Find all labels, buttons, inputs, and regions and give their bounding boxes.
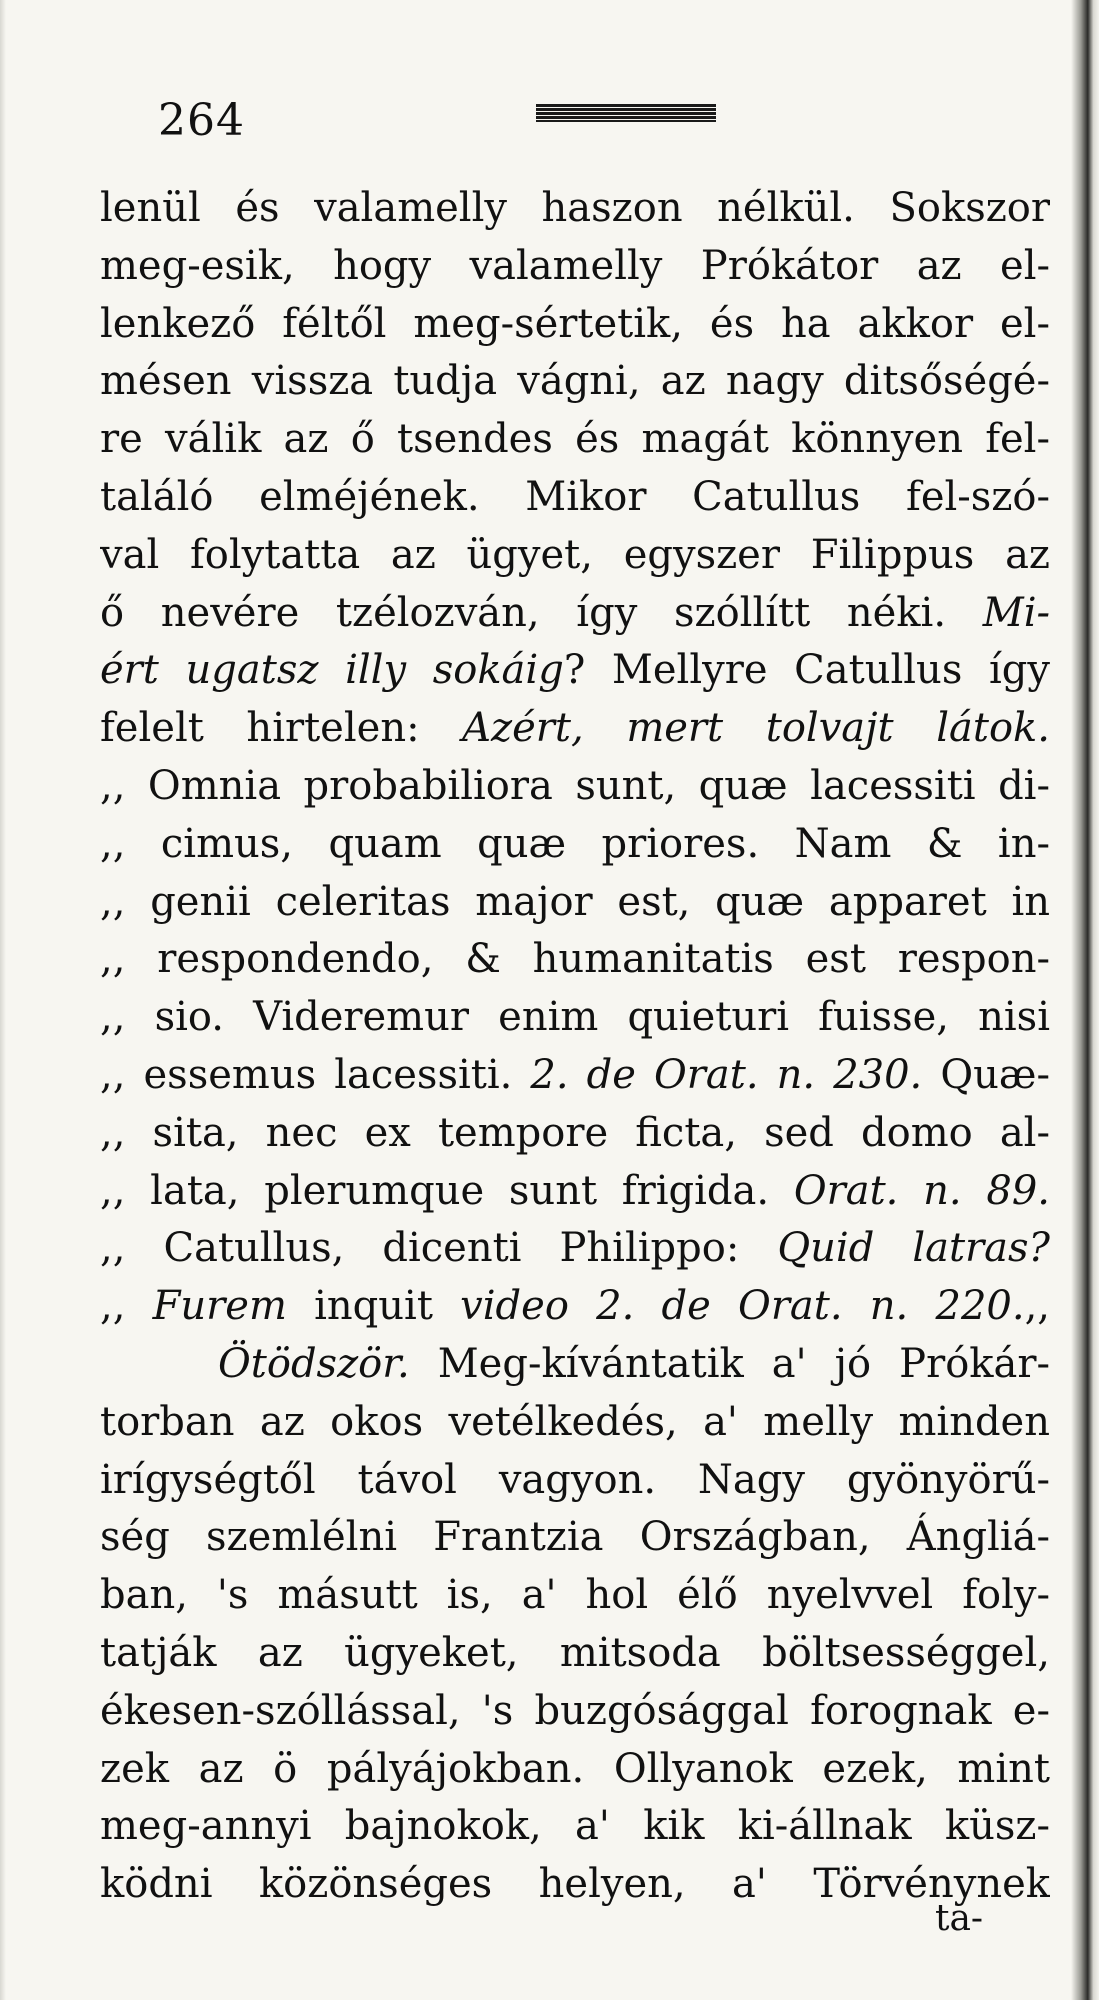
text-segment: torban az okos vetélkedés, a' melly minden [100,1398,1050,1445]
text-segment: meg-esik, hogy valamelly Prókátor az el- [100,242,1050,289]
header-ornament-rule [536,104,716,122]
text-segment: ,, sio. Videremur enim quieturi fuisse, nisi [100,994,1050,1041]
page-number: 264 [158,95,245,146]
text-segment: ,, Catullus, dicenti Philippo: [100,1225,778,1272]
text-segment: ,, sita, nec ex tempore ficta, sed domo al- [100,1109,1050,1156]
text-segment: ,, lata, plerumque sunt frigida. [100,1167,794,1214]
text-segment: ség szemlélni Frantzia Országban, Ángliá- [100,1514,1050,1561]
text-segment: ,, [100,1283,153,1330]
italic-text-segment: Furem [152,1283,287,1330]
text-line [100,816,1050,874]
text-segment: Quæ- [922,1051,1050,1098]
text-segment: felelt hirtelen: [100,705,463,752]
text-line [100,1336,1050,1394]
text-line [100,411,1050,469]
text-line [100,527,1050,585]
text-line [100,700,1050,758]
text-line [100,874,1050,932]
text-segment: ékesen-szóllással, 's buzgósággal forognak e- [100,1687,1050,1734]
text-segment: Meg-kívántatik a' jó Prókár- [409,1340,1050,1387]
text-segment: ,, Omnia probabiliora sunt, quæ lacessiti di- [100,762,1050,809]
italic-text-segment: Ötödször. [218,1340,410,1387]
text-segment: inquit [286,1283,461,1330]
catchword: ta- [935,1898,984,1939]
text-line [100,1394,1050,1452]
text-line [100,989,1050,1047]
text-line [100,1163,1050,1221]
text-line [100,931,1050,989]
text-segment: ,, [1024,1283,1050,1330]
italic-text-segment: Azért, mert tolvajt látok. [462,705,1050,752]
text-line [100,180,1050,238]
text-segment: irígységtől távol vagyon. Nagy gyönyörű- [100,1456,1050,1503]
text-line [100,1798,1050,1856]
page-gutter-shadow [0,0,6,2000]
text-segment: ő nevére tzélozván, így szóllítt néki. [100,589,983,636]
text-segment: lenül és valamelly haszon nélkül. Sokszor [100,185,1050,231]
text-line [100,585,1050,643]
italic-text-segment: Mi- [982,589,1050,636]
text-segment: ,, essemus lacessiti. [100,1051,531,1098]
text-segment: zek az ö pályájokban. Ollyanok ezek, mint [100,1745,1050,1792]
text-line [100,1047,1050,1105]
text-line [100,1625,1050,1683]
italic-text-segment: video 2. de Orat. n. 220. [460,1283,1025,1330]
text-line [100,1741,1050,1799]
text-segment: val folytatta az ügyet, egyszer Filippus az [100,531,1050,578]
body-text [100,180,1050,1914]
text-line [100,1220,1050,1278]
text-line [100,1105,1050,1163]
text-segment: re válik az ő tsendes és magát könnyen fel- [100,416,1050,463]
text-line [100,238,1050,296]
text-segment: ,, respondendo, & humanitatis est respon- [100,936,1050,983]
text-line [100,353,1050,411]
text-segment: lenkező féltől meg-sértetik, és ha akkor el- [100,300,1050,347]
text-segment: ? Mellyre Catullus így [563,647,1050,694]
text-segment: tatják az ügyeket, mitsoda böltsességgel, [100,1629,1050,1676]
text-line [100,758,1050,816]
text-segment: ban, 's másutt is, a' hol élő nyelvvel foly- [100,1572,1050,1619]
italic-text-segment: Quid latras? [777,1225,1050,1272]
text-segment: ködni közönséges helyen, a' Törvénynek [100,1861,1050,1908]
text-segment: meg-annyi bajnokok, a' kik ki-állnak küsz- [100,1803,1050,1850]
italic-text-segment: ért ugatsz illy sokáig [100,647,564,694]
text-line [100,1278,1050,1336]
text-line [100,296,1050,354]
text-segment: találó elméjének. Mikor Catullus fel-szó- [100,473,1050,520]
text-segment: mésen vissza tudja vágni, az nagy ditsőségé- [100,358,1050,405]
text-line [100,1452,1050,1510]
text-line [100,1567,1050,1625]
text-segment: ,, genii celeritas major est, quæ apparet in [100,878,1050,925]
text-line [100,1509,1050,1567]
italic-text-segment: Orat. n. 89. [793,1167,1050,1214]
italic-text-segment: 2. de Orat. n. 230. [530,1051,923,1098]
text-line [100,469,1050,527]
page-edge-shadow [1071,0,1099,2000]
text-line [100,1683,1050,1741]
text-line [100,642,1050,700]
text-segment: ,, cimus, quam quæ priores. Nam & in- [100,820,1050,867]
text-line [100,1856,1050,1914]
